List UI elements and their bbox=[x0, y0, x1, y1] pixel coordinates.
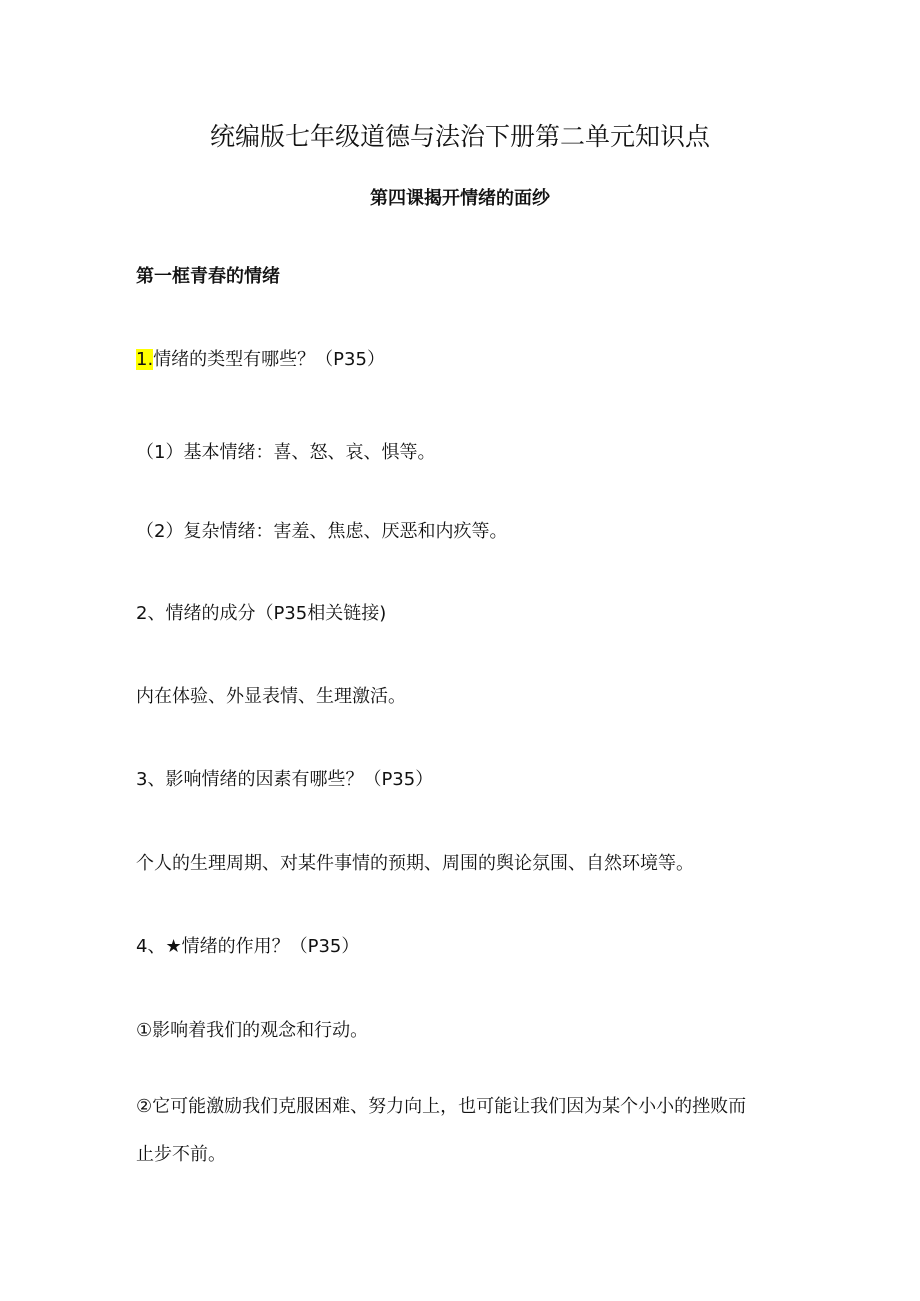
question-4-answer-1: ①影响着我们的观念和行动。 bbox=[136, 1020, 369, 1041]
question-1-answer-2: （2）复杂情绪：害羞、焦虑、厌恶和内疚等。 bbox=[136, 521, 508, 542]
lesson-title: 第四课揭开情绪的面纱 bbox=[370, 188, 550, 209]
question-4-answer-2: ②它可能激励我们克服困难、努力向上，也可能让我们因为某个小小的挫败而 bbox=[136, 1096, 747, 1117]
question-1-number: 1. bbox=[136, 349, 154, 370]
question-2-answer: 内在体验、外显表情、生理激活。 bbox=[136, 686, 406, 707]
question-3-answer: 个人的生理周期、对某件事情的预期、周围的舆论氛围、自然环境等。 bbox=[136, 853, 694, 874]
question-4: 4、★情绪的作用？（P35） bbox=[136, 936, 360, 957]
question-1-text: 情绪的类型有哪些？（P35） bbox=[153, 349, 385, 370]
question-1-answer-1: （1）基本情绪：喜、怒、哀、惧等。 bbox=[136, 442, 436, 463]
question-3: 3、影响情绪的因素有哪些？（P35） bbox=[136, 769, 434, 790]
question-4-answer-2-continued: 止步不前。 bbox=[136, 1144, 226, 1165]
question-1 bbox=[136, 347, 385, 373]
frame-title: 第一框青春的情绪 bbox=[136, 266, 280, 287]
document-title: 统编版七年级道德与法治下册第二单元知识点 bbox=[209, 122, 710, 151]
question-2: 2、情绪的成分（P35相关链接) bbox=[136, 603, 387, 624]
